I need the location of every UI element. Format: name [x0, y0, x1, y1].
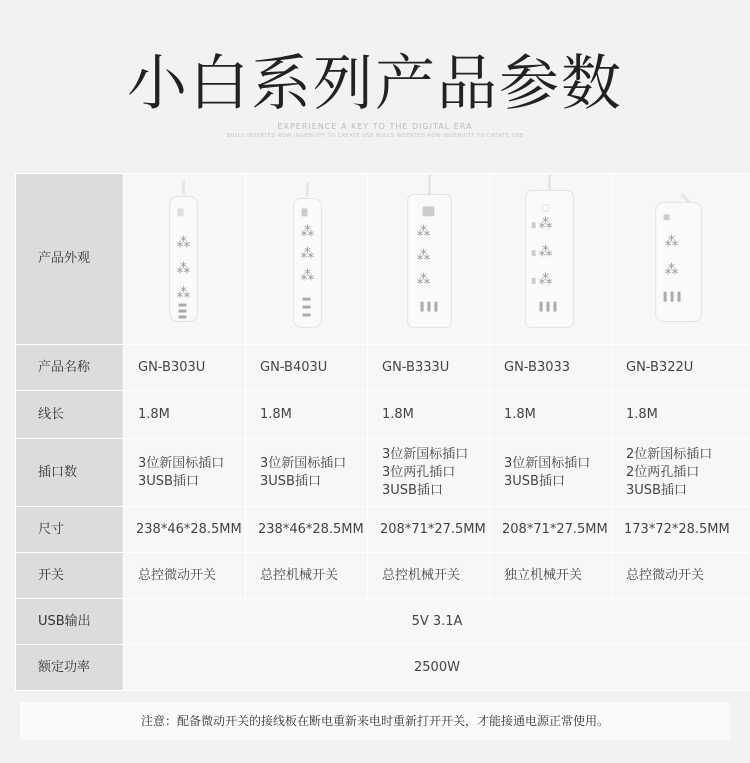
name-cell: GN-B403U	[246, 345, 368, 391]
row-switch	[16, 553, 750, 599]
row-length	[16, 391, 750, 439]
product-image-b303u	[124, 174, 246, 345]
sockets-cell: 3位新国标插口 3USB插口	[124, 439, 246, 507]
power-strip-image	[368, 174, 489, 338]
switch-cell: 总控机械开关	[368, 553, 490, 599]
size-cell: 208*71*27.5MM	[490, 507, 612, 553]
switch-cell: 独立机械开关	[490, 553, 612, 599]
svg-text:⁂: ⁂	[300, 245, 315, 262]
sockets-cell: 3位新国标插口 3USB插口	[490, 439, 612, 507]
svg-text:⁂: ⁂	[176, 235, 191, 252]
power-strip-image	[124, 174, 245, 338]
name-cell: GN-B333U	[368, 345, 490, 391]
svg-text:⁂: ⁂	[664, 234, 679, 251]
length-cell: 1.8M	[246, 391, 368, 439]
row-label-name: 产品名称	[16, 345, 124, 391]
length-cell: 1.8M	[612, 391, 750, 439]
svg-text:⁂: ⁂	[176, 285, 191, 302]
svg-text:⁂: ⁂	[416, 247, 431, 264]
size-cell: 173*72*28.5MM	[612, 507, 750, 553]
row-sockets	[16, 439, 750, 507]
svg-text:⁂: ⁂	[538, 244, 553, 260]
name-cell: GN-B3033	[490, 345, 612, 391]
product-image-b403u	[246, 174, 368, 345]
size-cell: 238*46*28.5MM	[124, 507, 246, 553]
sockets-cell: 3位新国标插口 3USB插口	[246, 439, 368, 507]
svg-text:⁂: ⁂	[300, 267, 315, 284]
row-label-sockets: 插口数	[16, 439, 124, 507]
page-title: 小白系列产品参数	[127, 49, 623, 119]
size-cell: 238*46*28.5MM	[246, 507, 368, 553]
row-label-power: 额定功率	[16, 645, 124, 691]
power-strip-image	[246, 174, 367, 338]
svg-text:⁂: ⁂	[416, 271, 431, 288]
sockets-cell: 3位新国标插口 3位两孔插口 3USB插口	[368, 439, 490, 507]
row-label-size: 尺寸	[16, 507, 124, 553]
switch-cell: 总控机械开关	[246, 553, 368, 599]
size-cell: 208*71*27.5MM	[368, 507, 490, 553]
row-name	[16, 345, 750, 391]
row-power	[16, 645, 750, 691]
svg-text:⁂: ⁂	[416, 224, 431, 241]
length-cell: 1.8M	[368, 391, 490, 439]
svg-text:⁂: ⁂	[538, 271, 553, 288]
svg-text:⁂: ⁂	[664, 261, 679, 278]
row-usb	[16, 599, 750, 645]
row-appearance	[16, 174, 750, 345]
row-size	[16, 507, 750, 553]
name-cell: GN-B322U	[612, 345, 750, 391]
svg-text:⁂: ⁂	[538, 216, 553, 233]
name-cell: GN-B303U	[124, 345, 246, 391]
svg-text:⁂: ⁂	[176, 260, 191, 277]
row-label-length: 线长	[16, 391, 124, 439]
svg-text:⁂: ⁂	[300, 224, 315, 241]
row-label-switch: 开关	[16, 553, 124, 599]
row-label-usb: USB输出	[16, 599, 124, 645]
usage-note: 注意：配备微动开关的接线板在断电重新来电时重新打开开关，才能接通电源正常使用。	[20, 702, 730, 740]
svg-text:◌: ◌	[541, 202, 550, 214]
product-image-b333u	[368, 174, 490, 345]
product-image-b322u	[612, 174, 750, 345]
spec-table	[15, 173, 750, 691]
subtitle-en: EXPERIENCE A KEY TO THE DIGITAL ERA	[277, 122, 473, 131]
switch-cell: 总控微动开关	[612, 553, 750, 599]
row-label-appearance: 产品外观	[16, 174, 124, 345]
product-image-b3033	[490, 174, 612, 345]
power-strip-image	[612, 174, 750, 338]
power-strip-image	[490, 174, 611, 338]
length-cell: 1.8M	[124, 391, 246, 439]
length-cell: 1.8M	[490, 391, 612, 439]
sockets-cell: 2位新国标插口 2位两孔插口 3USB插口	[612, 439, 750, 507]
usb-output-value: 5V 3.1A	[124, 599, 750, 645]
switch-cell: 总控微动开关	[124, 553, 246, 599]
subtitle-en-small: BULLS INSERTED ROW INGENUITY TO CREATE USB BULLS INSERTED ROW INGENUITY TO CREATE USB	[226, 133, 524, 139]
rated-power-value: 2500W	[124, 645, 750, 691]
